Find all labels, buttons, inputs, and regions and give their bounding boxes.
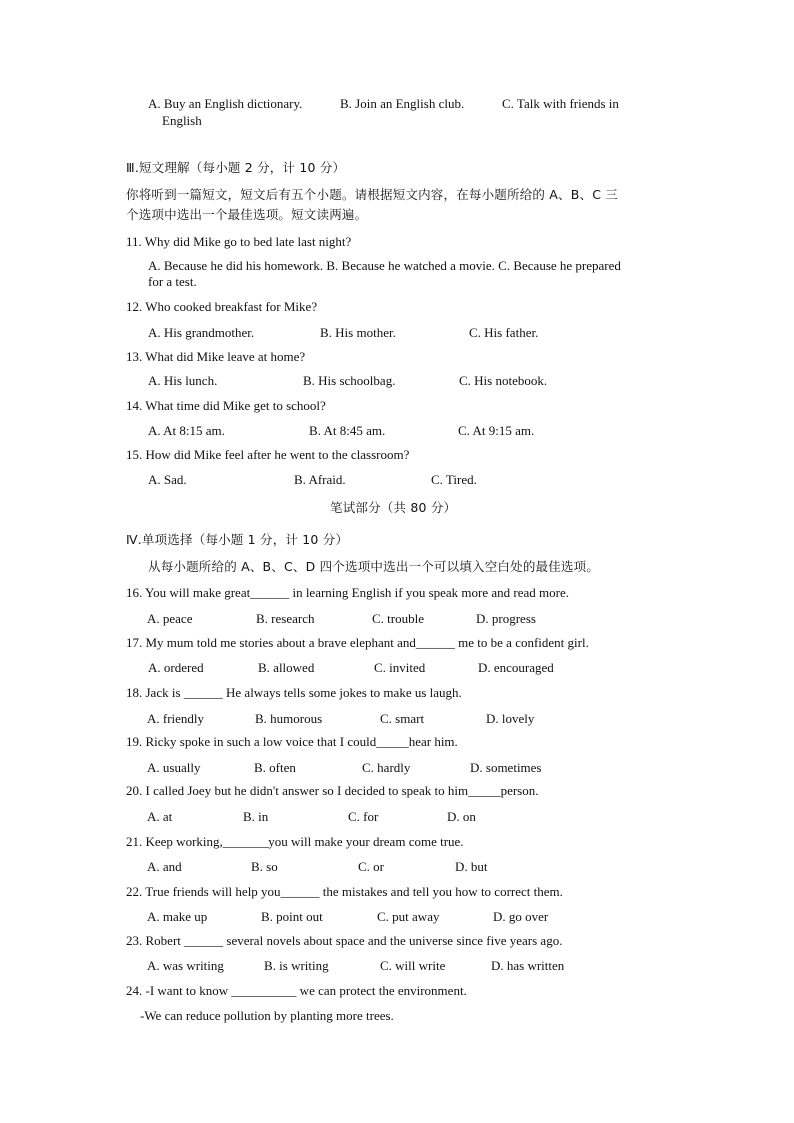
q18-option-b: B. humorous — [255, 711, 323, 726]
q16-option-b: B. research — [256, 611, 315, 626]
q16-option-a: A. peace — [147, 611, 193, 626]
q23-option-b: B. is writing — [264, 958, 329, 973]
q22-question: 22. True friends will help you______ the mistakes and tell you how to correct them. — [126, 884, 563, 899]
q16-option-d: D. progress — [476, 611, 536, 626]
q19-option-a: A. usually — [147, 760, 201, 775]
q10-option-c: C. Talk with friends in — [502, 96, 619, 111]
q18-option-d: D. lovely — [486, 711, 535, 726]
q15-option-a: A. Sad. — [148, 472, 187, 487]
q21-option-c: C. or — [358, 859, 384, 874]
section-3-instruction-line-2: 个选项中选出一个最佳选项。短文读两遍。 — [126, 207, 368, 222]
q16-option-c: C. trouble — [372, 611, 424, 626]
q13-option-b: B. His schoolbag. — [303, 373, 396, 388]
q10-option-a: A. Buy an English dictionary. — [148, 96, 303, 111]
q24-answer-line: -We can reduce pollution by planting more trees. — [140, 1008, 394, 1023]
q12-option-c: C. His father. — [469, 325, 539, 340]
q13-option-c: C. His notebook. — [459, 373, 548, 388]
q20-option-c: C. for — [348, 809, 379, 824]
q14-option-a: A. At 8:15 am. — [148, 423, 225, 438]
q19-option-b: B. often — [254, 760, 296, 775]
q17-question: 17. My mum told me stories about a brave elephant and______ me to be a confident girl. — [126, 635, 589, 650]
q13-question: 13. What did Mike leave at home? — [126, 349, 306, 364]
q20-option-b: B. in — [243, 809, 269, 824]
q17-option-a: A. ordered — [148, 660, 204, 675]
section-4-instruction: 从每小题所给的 A、B、C、D 四个选项中选出一个可以填入空白处的最佳选项。 — [148, 559, 600, 574]
q12-option-a: A. His grandmother. — [148, 325, 255, 340]
q23-option-a: A. was writing — [147, 958, 224, 973]
q18-option-a: A. friendly — [147, 711, 205, 726]
q11-options: A. Because he did his homework. B. Because he watched a movie. C. Because he prepared — [148, 258, 621, 273]
q15-option-b: B. Afraid. — [294, 472, 346, 487]
q22-option-a: A. make up — [147, 909, 208, 924]
q20-question: 20. I called Joey but he didn't answer so I decided to speak to him_____person. — [126, 783, 539, 798]
q18-question: 18. Jack is ______ He always tells some jokes to make us laugh. — [126, 685, 462, 700]
q17-option-d: D. encouraged — [478, 660, 554, 675]
section-4-heading: Ⅳ.单项选择（每小题 1 分，计 10 分） — [126, 532, 349, 547]
q10-option-b: B. Join an English club. — [340, 96, 465, 111]
q21-option-d: D. but — [455, 859, 488, 874]
written-part-title: 笔试部分（共 80 分） — [330, 500, 457, 515]
q22-option-b: B. point out — [261, 909, 323, 924]
section-3-instruction-line-1: 你将听到一篇短文，短文后有五个小题。请根据短文内容，在每小题所给的 A、B、C 三 — [126, 187, 619, 202]
q12-option-b: B. His mother. — [320, 325, 396, 340]
q16-question: 16. You will make great______ in learning English if you speak more and read more. — [126, 585, 569, 600]
q21-option-b: B. so — [251, 859, 278, 874]
q11-options-continued: for a test. — [148, 274, 197, 289]
q17-option-c: C. invited — [374, 660, 426, 675]
q22-option-c: C. put away — [377, 909, 440, 924]
q23-question: 23. Robert ______ several novels about space and the universe since five years ago. — [126, 933, 563, 948]
q14-option-c: C. At 9:15 am. — [458, 423, 535, 438]
q14-option-b: B. At 8:45 am. — [309, 423, 386, 438]
q18-option-c: C. smart — [380, 711, 425, 726]
q20-option-a: A. at — [147, 809, 173, 824]
q22-option-d: D. go over — [493, 909, 549, 924]
q10-option-c-continued: English — [162, 113, 202, 128]
q21-question: 21. Keep working,_______you will make your dream come true. — [126, 834, 464, 849]
q24-question: 24. -I want to know __________ we can protect the environment. — [126, 983, 467, 998]
q19-question: 19. Ricky spoke in such a low voice that I could_____hear him. — [126, 734, 458, 749]
section-3-heading: Ⅲ.短文理解（每小题 2 分，计 10 分） — [126, 160, 346, 175]
q19-option-c: C. hardly — [362, 760, 411, 775]
q23-option-d: D. has written — [491, 958, 565, 973]
q15-option-c: C. Tired. — [431, 472, 477, 487]
q13-option-a: A. His lunch. — [148, 373, 218, 388]
q17-option-b: B. allowed — [258, 660, 315, 675]
q12-question: 12. Who cooked breakfast for Mike? — [126, 299, 318, 314]
q11-question: 11. Why did Mike go to bed late last night? — [126, 234, 352, 249]
q14-question: 14. What time did Mike get to school? — [126, 398, 326, 413]
q15-question: 15. How did Mike feel after he went to the classroom? — [126, 447, 410, 462]
q23-option-c: C. will write — [380, 958, 446, 973]
q21-option-a: A. and — [147, 859, 182, 874]
q20-option-d: D. on — [447, 809, 476, 824]
q19-option-d: D. sometimes — [470, 760, 542, 775]
